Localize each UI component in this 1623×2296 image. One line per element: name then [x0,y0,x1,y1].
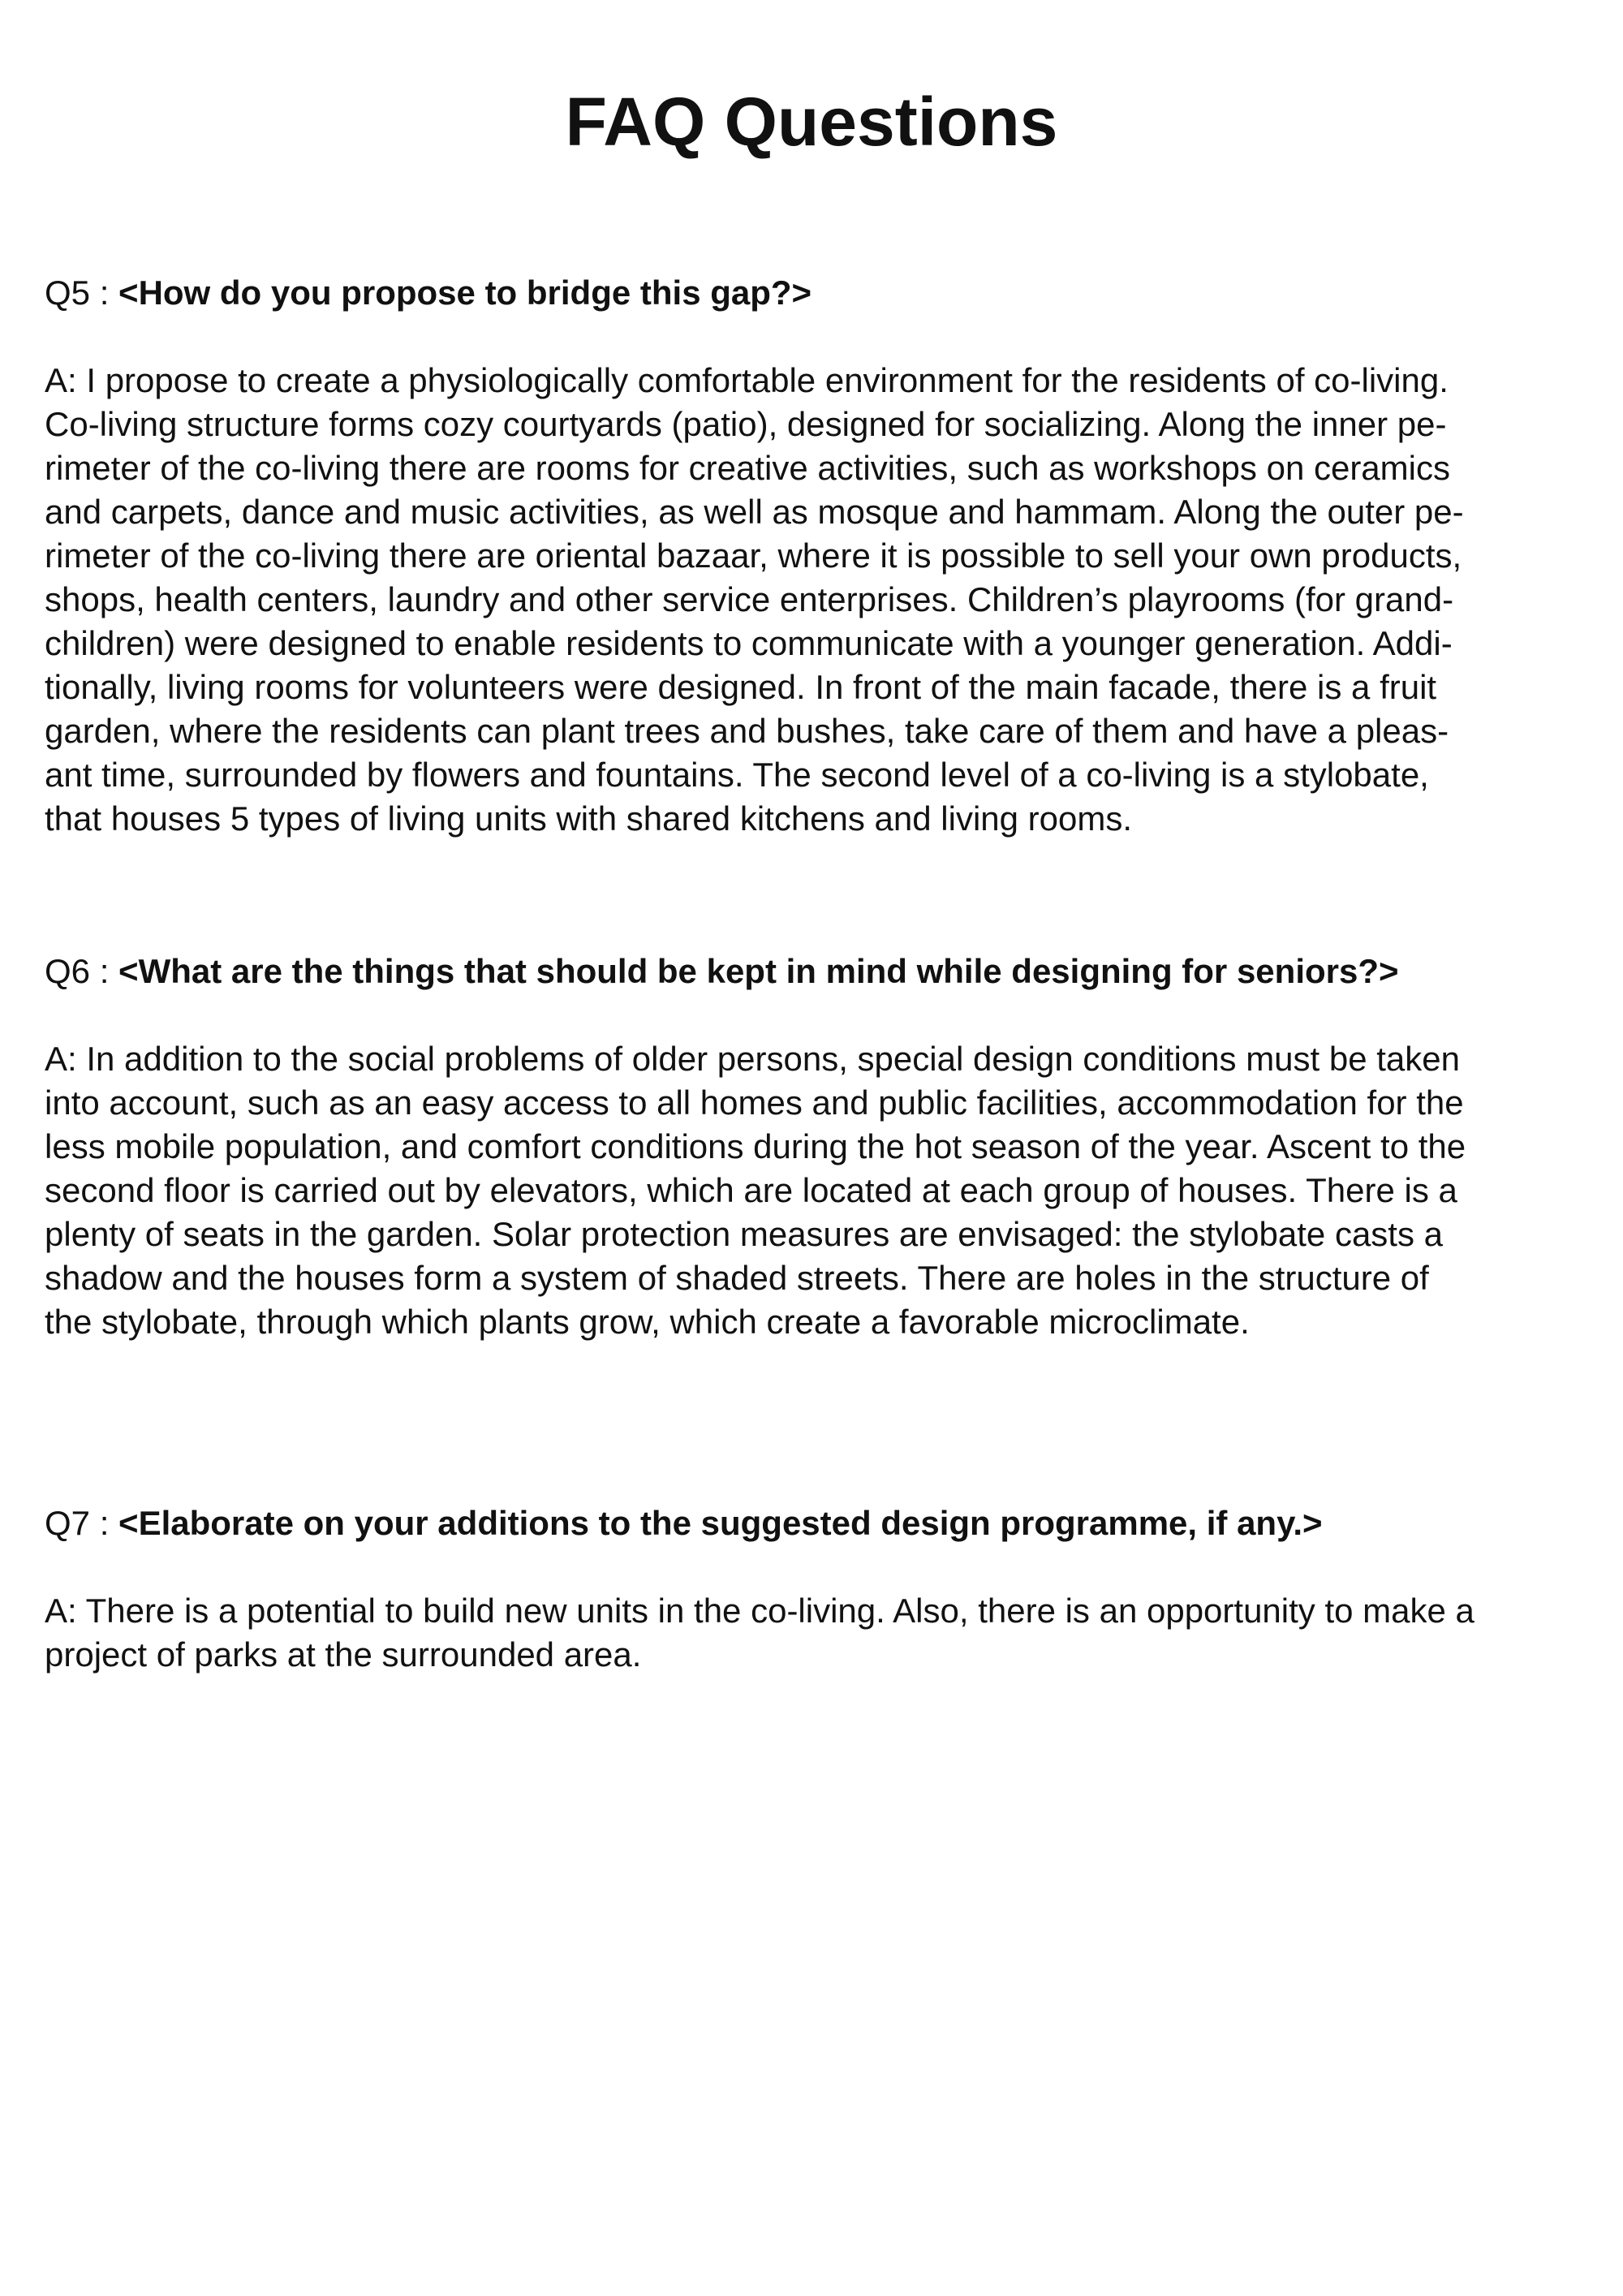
faq-question-q6 [45,950,1586,993]
question-text: <How do you propose to bridge this gap?> [118,274,812,312]
page-title: FAQ Questions [565,84,1058,160]
faq-question-q7 [45,1501,1586,1545]
question-text: <Elaborate on your additions to the suggested design programme, if any.> [118,1504,1323,1542]
faq-item-q6 [45,950,1586,1344]
faq-answer-q7: A: There is a potential to build new units in the co-living. Also, there is an opportunity to make a project of parks at the surrounded area. [45,1592,1474,1674]
question-label: Q7 : [45,1504,119,1542]
faq-item-q7 [45,1501,1586,1677]
faq-answer-q6: A: In addition to the social problems of older persons, special design conditions must be taken into account, such as an easy access to all homes and public facilities, accommodation for the less mobile population, and comfort conditions during the hot season of the year. Ascent to the second floor is carried out by elevators, which are located at each group of houses. There is a plenty of seats in the garden. Solar protection measures are envisaged: the stylobate casts a shadow and the houses form a system of shaded streets. There are holes in the structure of the stylobate, through which plants grow, which create a favorable microclimate. [45,1040,1466,1341]
question-label: Q5 : [45,274,119,312]
question-label: Q6 : [45,952,119,990]
faq-question-q5 [45,271,1586,315]
question-text: <What are the things that should be kept in mind while designing for seniors?> [118,952,1399,990]
faq-answer-q5: A: I propose to create a physiologically comfortable environment for the residents of co-living. Co-living structure forms cozy courtyards (patio), designed for socializing. Along the inner pe- rimeter of the co-living there are rooms for creative activities, such as workshops on ceramics and carpets, dance and music activities, as well as mosque and hammam. Along the outer pe- rimeter of the co-living there are oriental bazaar, where it is possible to sell your own products, shops, health centers, laundry and other service enterprises. Children’s playrooms (for grand- children) were designed to enable residents to communicate with a younger generation. Addi- tionally, living rooms for volunteers were designed. In front of the main facade, there is a fruit garden, where the residents can plant trees and bushes, take care of them and have a pleas- ant time, surrounded by flowers and fountains. The second level of a co-living is a stylobate, that houses 5 types of living units with shared kitchens and living rooms. [45,361,1464,838]
faq-item-q5 [45,271,1586,841]
